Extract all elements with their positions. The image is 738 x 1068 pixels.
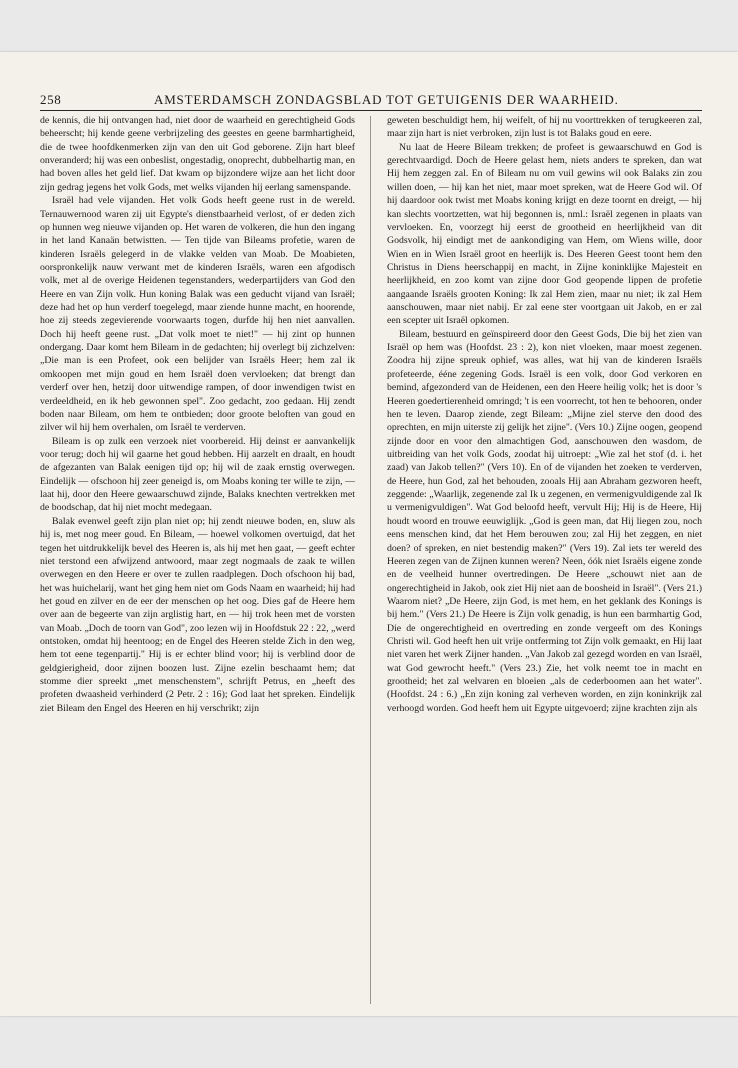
right-column [387,114,702,1004]
paragraph: de kennis, die hij ontvangen had, niet door de waarheid en gerechtigheid Gods beheerscht; hij kende geene verbrijzeling des geestes en geene barmhartigheid, die de twee hoofdkenmerken zijn van den uit God geborene. Zijn hart bleef onveranderd; hij was een onbeslist, ongestadig, onoprecht, dubbelhartig man, en had boven alles het geld lief. Dat kwam op bijzondere wijze aan het licht door zijn gedrag jegens het volk Gods, met welks vijanden hij eerlang samenspande. [40,115,355,193]
paragraph: Nu laat de Heere Bileam trekken; de profeet is gewaarschuwd en God is gerechtvaardigd. Doch de Heere gelast hem, niets anders te spreken, dan wat Hij hem zeggen zal. En of Bileam nu om vuil gewins wil ook Balaks zin zou willen doen, — hij kan het niet, maar moet spreken, wat de Heere God wil. Of hij daardoor ook twist met Moabs koning krijgt en deze toornt en dreigt, — hij kan slechts voortzetten, wat hij begonnen is, nml.: Israël zegenen in plaats van vervloeken. En, voorzegt hij eerst de grootheid en heerlijkheid van dit Godsvolk, hij eindigt met de aankondiging van Hem, om Wiens wille, door Wien en in Wien Israël groot en heerlijk is. Des Heeren Geest toont hem den Christus in Diens heerschappij en macht, in Zijne koninklijke Majesteit en heerlijkheid, en zoo komt van zijne door God geopende lippen de profetie aangaande Israëls grooten Koning: Ik zal Hem zien, maar nu niet; ik zal Hem aanschouwen, maar niet nabij. Er zal eene ster voortgaan uit Jakob, en er zal een scepter uit Israël opkomen. [387,141,702,327]
column-divider [370,116,371,1004]
publication-title: AMSTERDAMSCH ZONDAGSBLAD TOT GETUIGENIS DER WAARHEID. [154,92,619,107]
page-header [40,92,702,111]
page-number: 258 [40,92,62,107]
paragraph: Balak evenwel geeft zijn plan niet op; hij zendt nieuwe boden, en, sluw als hij is, met nog meer goud. En Bileam, — hoewel volkomen overtuigd, dat het tegen het uitdrukkelijk bevel des Heeren is, als hij met hen gaat, — geeft echter niet terstond een afwijzend antwoord, maar zegt nogmaals de zaak te willen overwegen en den Heere er over te zullen raadplegen. Doch ofschoon hij bad, het was huichelarij, want het ging hem niet om Gods Naam en waarheid; hij had het goud en zilver en de eer der menschen op het oog. Dies gaf de Heere hem over aan de begeerte van zijn arglistig hart, en — hij trok heen met de vorsten van Moab. „Doch de toorn van God", zoo lezen wij in Hoofdstuk 22 : 22, „werd ontstoken, omdat hij heentoog; en de Engel des Heeren stelde Zich in den weg, hem tot eene tegenpartij." Hij is er echter blind voor; hij is verblind door de geldgierigheid, door zijnen boozen lust. Zijne ezelin beschaamt hem; dat stomme dier spreekt „met menschenstem", schrijft Petrus, en „heeft des profeten dwaasheid verhinderd (2 Petr. 2 : 16); God laat het spreken. Eindelijk ziet Bileam den Engel des Heeren en hij verschrikt; zijn [40,515,355,714]
paragraph: Bileam, bestuurd en geïnspireerd door den Geest Gods, Die bij het zien van Israël op hem was (Hoofdst. 23 : 2), kon niet vloeken, maar moest zegenen. Zoodra hij zijne spreuk ophief, was alles, wat hij van de kinderen Israëls profeteerde, ééne zegening Gods. Israël is een volk, door God verkoren en bemind, afgezonderd van de Heidenen, een den Heere heilig volk; het is door 's Heeren goedertierenheid omringd; 't is een voorrecht, tot hen te behooren, onder hen te leven. Daarop ziende, zegt Bileam: „Mijne ziel sterve den dood des oprechten, en mijn uiterste zij gelijk het zijne". (Vers 10.) Zijne oogen, geopend zijnde door en voor den almachtigen God, aanschouwen den wasdom, de uitbreiding van het volk Gods, zoodat hij uitroept: „Wie zal het stof (d. i. het zaad) van Jakob tellen?" (Vers 10). En of de vijanden het zoeken te verderven, de Heere, hun God, zal het behouden, zooals Hij aan Abraham gezworen heeft, zeggende: „Waarlijk, zegenende zal Ik u zegenen, en vermenigvuldigende zal Ik u vermenigvuldigen". Wat God beloofd heeft, vervult Hij; Hij is de Heere, Hij houdt woord en trouwe eeuwiglijk. „God is geen man, dat Hij liegen zou, noch eens menschen kind, dat het Hem berouwen zou; zal Hij het zeggen, en niet doen? of spreken, en niet bestendig maken?" (Vers 19). Zal iets ter wereld des Heeren zegen van de Zijnen kunnen weren? Neen, óók niet Israëls eigene zonde en de veelheid hunner overtredingen. De Heere „schouwt niet aan de ongerechtigheid in Jakob, ook ziet Hij niet aan de boosheid in Israël". (Vers 21.) Waarom niet? „De Heere, zijn God, is met hem, en het geklank des Konings is bij hem." (Vers 21.) De Heere is Zijn volk genadig, is hun een barmhartig God, Die de ongerechtigheid en overtreding en zonde vergeeft om des Konings Christi wil. God heeft hen uit vrije ontferming tot Zijn volk gemaakt, en Hij laat niet varen het werk Zijner handen. „Van Jakob zal gezegd worden en van Israël, wat God gewrocht heeft." (Vers 23.) Zie, het volk neemt toe in macht en grootheid; het zal welvaren en bloeien „als de cederboomen aan het water". (Hoofdst. 24 : 6.) „En zijn koning zal verheven worden, en zijn koninkrijk zal verhoogd worden. God heeft hem uit Egypte uitgevoerd; zijne krachten zijn als [387,328,702,714]
paragraph: Israël had vele vijanden. Het volk Gods heeft geene rust in de wereld. Ternauwernood waren zij uit Egypte's dienstbaarheid verlost, of er deden zich op hunnen weg nieuwe vijanden op. Het waren de volkeren, die hun den ingang in het land Kanaän betwistten. — Ten tijde van Bileams profetie, waren de kinderen Israëls gelegerd in de vlakke velden van Moab. De Moabieten, oorspronkelijk nauw verwant met de kinderen Israëls, waren een afgodisch volk, met al de overige Heidenen tegenstanders, wederpartijders van God den Heere en van Zijn volk. Hun koning Balak was een geducht vijand van Israël; deze had het op hun verderf toegelegd, maar ziende hunne macht, en hoorende, hoe zij steeds zegevierende voorwaarts togen, durfde hij hen niet aanvallen. Doch hij heeft geene rust. „Dat volk moet te niet!" — hij zint op hunnen ondergang. Daar komt hem Bileam in de gedachten; hij overlegt bij zichzelven: „Die man is een Profeet, ook een belijder van Israëls Heer; hem zal ik omkoopen met mijn goud en hem Israël doen vervloeken; dat brengt dan verderf over hen, hetzij door uitwendige rampen, of door inwendigen twist en verdeeldheid, en ik heb gewonnen spel". Zoo gedacht, zoo gedaan. Hij zendt boden naar Bileam, om hem te ontbieden; door groote beloften van goud en zilver wil hij hem overhalen, om Israël te verderven. [40,195,355,434]
left-column [40,114,355,1004]
paragraph: geweten beschuldigt hem, hij weifelt, of hij nu voorttrekken of terugkeeren zal, maar zijn hart is niet verbroken, zijn lust is tot Balaks goud en eere. [387,115,702,140]
paragraph: Bileam is op zulk een verzoek niet voorbereid. Hij deinst er aanvankelijk voor terug; doch hij wil gaarne het goud hebben. Hij aarzelt en draalt, en houdt de afgezanten van Balak eenigen tijd op; hij wil de zaak ernstig overwegen. Eindelijk — ofschoon hij zeer geneigd is, om Moabs koning ter wille te zijn, — laat hij, door den Heere gewaarschuwd zijnde, Balaks knechten vertrekken met de boodschap, dat hij niet mocht medegaan. [40,435,355,514]
newspaper-page [0,52,738,1016]
